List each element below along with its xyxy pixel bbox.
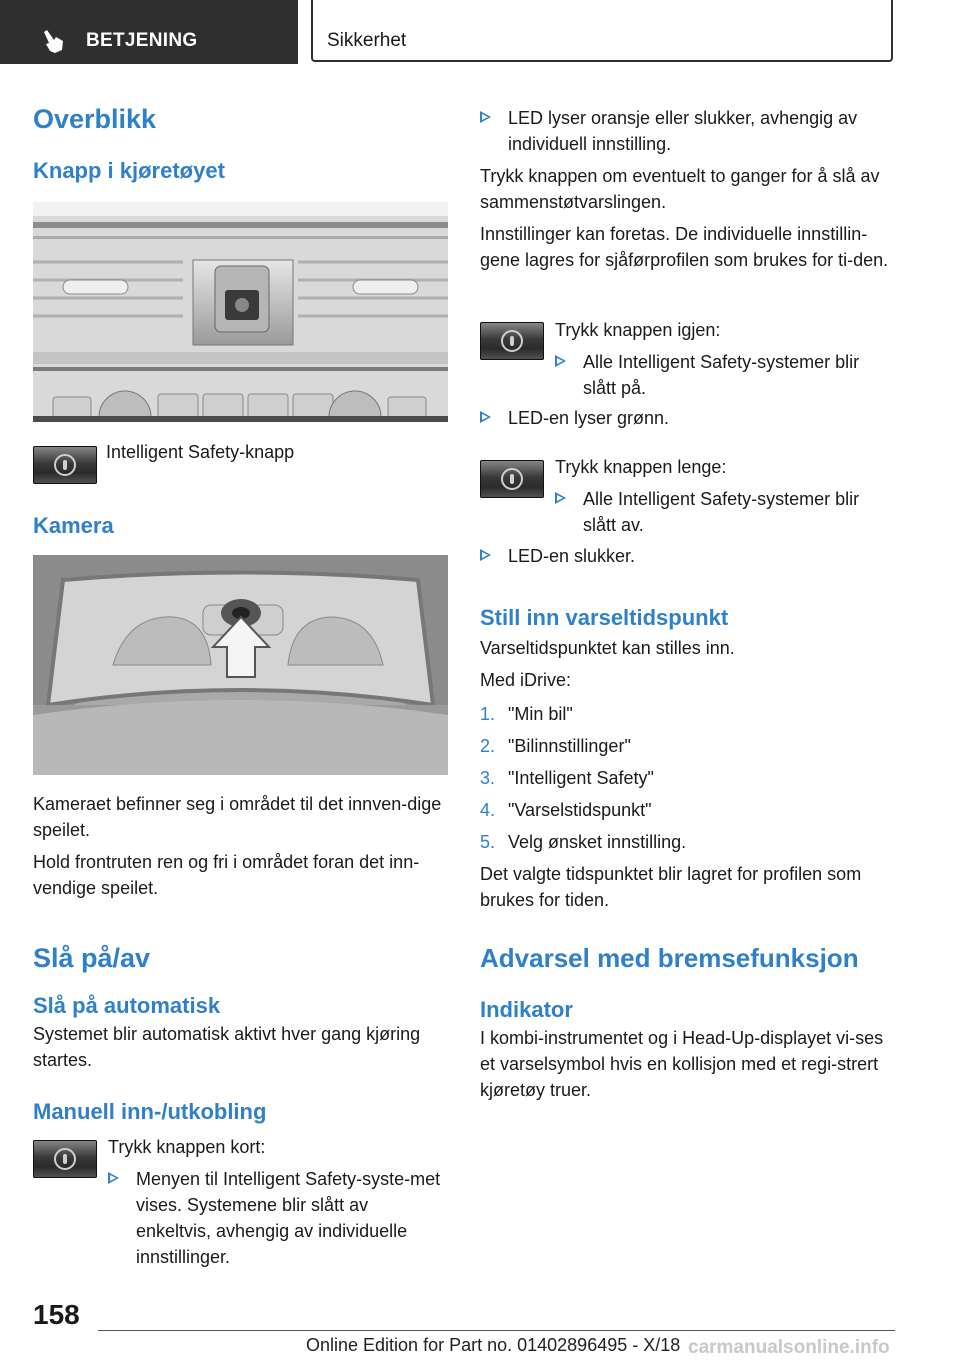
heading-knapp: Knapp i kjøretøyet: [33, 158, 225, 183]
triangle-bullet-icon: [480, 411, 491, 423]
heading-indikator: Indikator: [480, 997, 573, 1022]
button-caption: Intelligent Safety-knapp: [106, 442, 295, 462]
heading-still-inn: Still inn varseltidspunkt: [480, 605, 729, 630]
settings-paragraph: Innstillinger kan foretas. De individuelle innstillin-gene lagres for sjåførprofilen som brukes for ti-den.: [480, 224, 889, 270]
safety-button-icon: [480, 322, 544, 360]
kamera-text: [33, 791, 448, 1127]
list-item: 2. "Bilinnstillinger": [480, 736, 631, 756]
list-item: LED lyser oransje eller slukker, avhengig av individuell innstilling.: [480, 105, 890, 157]
topic-tab-label: Sikkerhet: [327, 30, 407, 51]
safety-button-icon: [33, 1140, 97, 1178]
heading-sla-pa-av: Slå på/av: [33, 943, 151, 973]
list-item: LED-en lyser grønn.: [480, 405, 890, 431]
safety-button-icon: [33, 446, 97, 484]
led-green-block: [480, 405, 890, 431]
auto-paragraph: Systemet blir automatisk aktivt hver gang kjøring startes.: [33, 1024, 421, 1070]
press-long: Trykk knappen lenge:: [555, 457, 727, 477]
heading-kamera: Kamera: [33, 513, 114, 538]
list-item: Alle Intelligent Safety-systemer blir slått av.: [555, 486, 890, 538]
manuell-text: [108, 1134, 448, 1270]
heading-advarsel: Advarsel med bremsefunksjon: [480, 943, 859, 973]
triangle-bullet-icon: [108, 1172, 119, 1184]
steps-list: [480, 701, 890, 855]
triangle-bullet-icon: [555, 355, 566, 367]
safety-button-icon: [480, 460, 544, 498]
list-item: 5. Velg ønsket innstilling.: [480, 832, 687, 852]
manuell-press: Trykk knappen kort:: [108, 1137, 266, 1157]
press-again-block: [555, 317, 890, 401]
idrive-label: Med iDrive:: [480, 670, 572, 690]
topic-tab: [311, 0, 893, 62]
pointing-hand-icon: [38, 26, 68, 56]
dashboard-button-photo: [33, 202, 448, 422]
section-tab-label: BETJENING: [86, 30, 198, 51]
watermark: carmanualsonline.info: [688, 1337, 890, 1358]
indikator-paragraph: I kombi-instrumentet og i Head-Up-displayet vi-ses et varselsymbol hvis en kollisjon med et regi-strert kjøretøy truer.: [480, 1028, 884, 1100]
list-item: 3. "Intelligent Safety": [480, 768, 654, 788]
list-item: 4. "Varselstidspunkt": [480, 800, 652, 820]
press-long-block: [555, 454, 890, 538]
list-item: Alle Intelligent Safety-systemer blir slått på.: [555, 349, 890, 401]
triangle-bullet-icon: [480, 111, 491, 123]
list-item: 1. "Min bil": [480, 704, 573, 724]
saved-paragraph: Det valgte tidspunktet blir lagret for profilen som brukes for tiden.: [480, 864, 862, 910]
heading-automatisk: Slå på automatisk: [33, 993, 221, 1018]
right-column-bottom: [480, 543, 890, 1103]
list-item: LED-en slukker.: [480, 543, 890, 569]
list-item: Menyen til Intelligent Safety-syste-met vises. Systemene blir slått av enkeltvis, avhengig av individuelle innstillinger.: [108, 1166, 448, 1270]
page-number: 158: [33, 1299, 80, 1330]
camera-windshield-photo: [33, 555, 448, 775]
right-column-top: [480, 105, 890, 273]
twice-paragraph: Trykk knappen om eventuelt to ganger for å slå av sammenstøtvarslingen.: [480, 166, 880, 212]
section-tab: [0, 0, 298, 64]
still-paragraph: Varseltidspunktet kan stilles inn.: [480, 638, 735, 658]
footer-divider: [98, 1330, 895, 1331]
press-again: Trykk knappen igjen:: [555, 320, 721, 340]
kamera-paragraph-1: Kameraet befinner seg i området til det innven-dige speilet.: [33, 794, 442, 840]
edition-text: Online Edition for Part no. 01402896495 - X/18: [306, 1335, 681, 1355]
triangle-bullet-icon: [480, 549, 491, 561]
kamera-paragraph-2: Hold frontruten ren og fri i området foran det inn-vendige speilet.: [33, 852, 420, 898]
heading-overblikk: Overblikk: [33, 104, 157, 134]
heading-manuell: Manuell inn-/utkobling: [33, 1099, 267, 1124]
left-column: [33, 102, 448, 186]
triangle-bullet-icon: [555, 492, 566, 504]
